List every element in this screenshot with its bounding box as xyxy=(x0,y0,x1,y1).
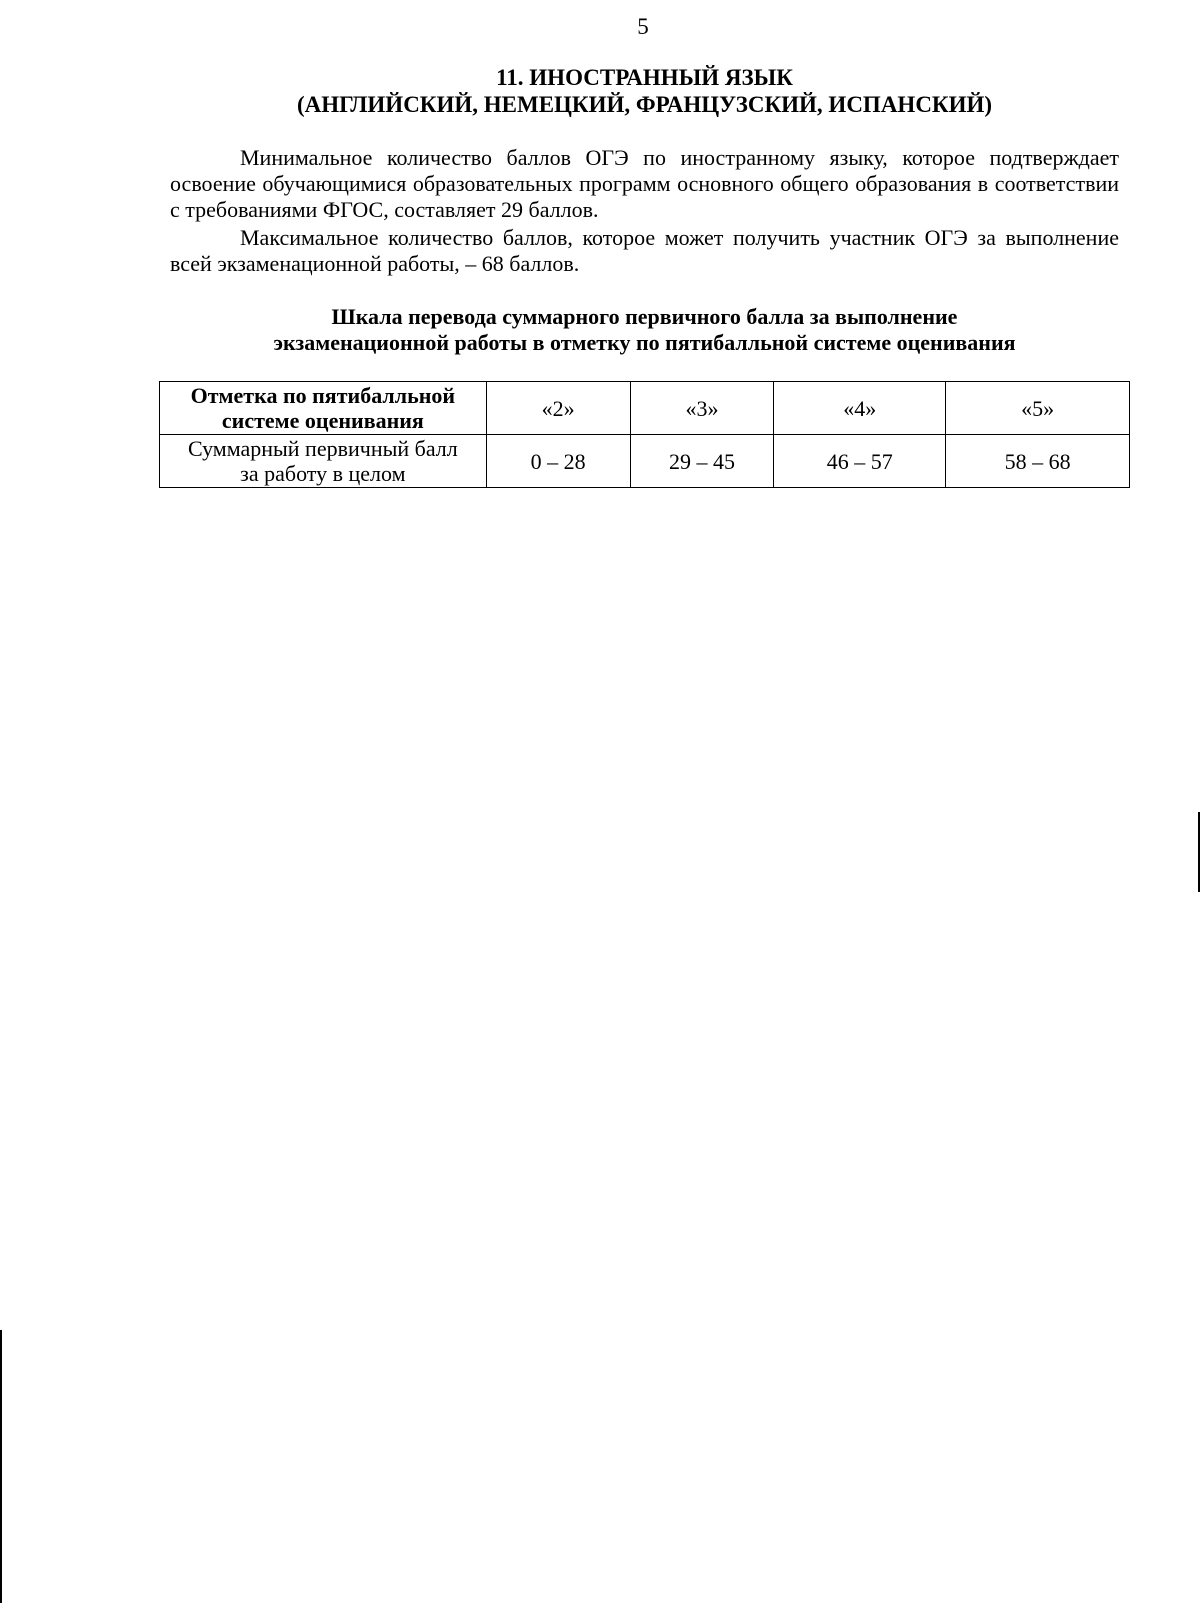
table-header-row xyxy=(160,382,1130,435)
row-label-line-1: Суммарный первичный балл xyxy=(187,436,458,461)
table-caption xyxy=(170,304,1119,356)
row-label-cell xyxy=(160,435,487,488)
score-conversion-table xyxy=(159,381,1130,488)
range-cell-3: 29 – 45 xyxy=(630,435,774,488)
grade-cell-2: «2» xyxy=(486,382,630,435)
table-caption-line-1: Шкала перевода суммарного первичного балла за выполнение xyxy=(331,304,958,329)
table-range-row xyxy=(160,435,1130,488)
grade-cell-5: «5» xyxy=(946,382,1130,435)
range-cell-4: 46 – 57 xyxy=(774,435,946,488)
max-score-paragraph: Максимальное количество баллов, которое может получить участник ОГЭ за выполнение всей экзаменационной работы, – 68 баллов. xyxy=(170,225,1119,276)
range-cell-5: 58 – 68 xyxy=(946,435,1130,488)
scan-margin-line xyxy=(0,1330,2,1603)
page-number: 5 xyxy=(637,14,649,39)
header-label-line-1: Отметка по пятибалльной xyxy=(190,383,456,408)
header-label-line-2: системе оценивания xyxy=(221,408,424,433)
section-heading-line-1: 11. ИНОСТРАННЫЙ ЯЗЫК xyxy=(496,65,793,90)
table-caption-line-2: экзаменационной работы в отметку по пятибалльной системе оценивания xyxy=(273,330,1016,355)
grade-cell-4: «4» xyxy=(774,382,946,435)
min-score-paragraph: Минимальное количество баллов ОГЭ по иностранному языку, которое подтверждает освоение обучающимися образовательных программ основного общего образования в соответствии с требованиями ФГОС, составляет 29 баллов. xyxy=(170,145,1119,222)
section-heading xyxy=(170,64,1119,118)
range-cell-2: 0 – 28 xyxy=(486,435,630,488)
grade-cell-3: «3» xyxy=(630,382,774,435)
header-label-cell xyxy=(160,382,487,435)
section-heading-line-2: (АНГЛИЙСКИЙ, НЕМЕЦКИЙ, ФРАНЦУЗСКИЙ, ИСПАНСКИЙ) xyxy=(296,92,993,117)
row-label-line-2: за работу в целом xyxy=(240,461,406,486)
